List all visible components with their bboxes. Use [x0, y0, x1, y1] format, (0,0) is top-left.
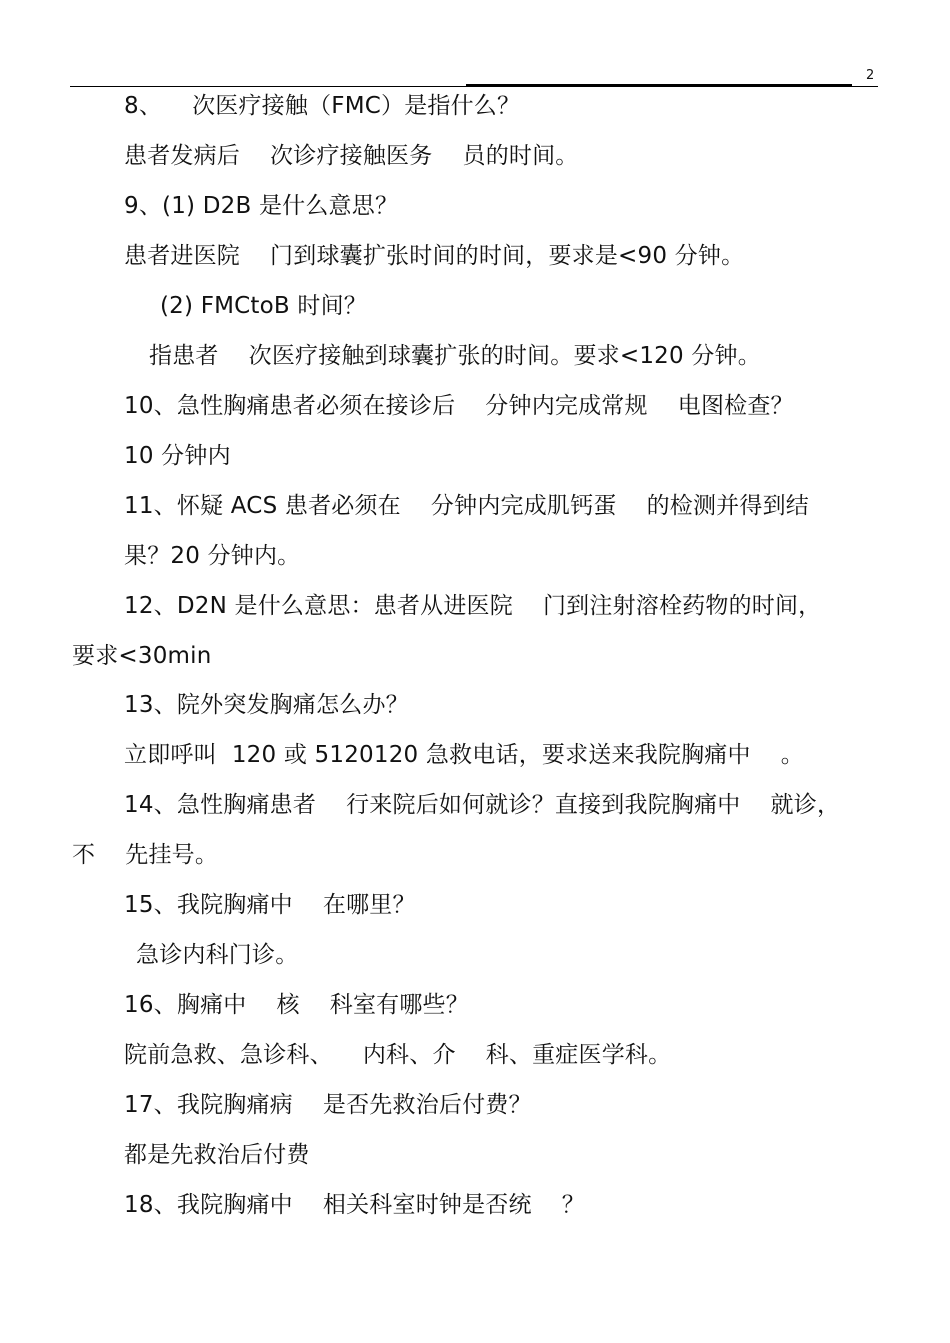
question-12-continued: 要求<30min — [72, 643, 212, 669]
question-15: 15、我院胸痛中 在哪里？ — [124, 892, 416, 918]
answer-15: 急诊内科门诊。 — [136, 942, 299, 968]
question-9-2: (2) FMCtoB 时间？ — [160, 293, 368, 319]
answer-9-2: 指患者 次医疗接触到球囊扩张的时间。要求<120 分钟。 — [149, 343, 761, 369]
answer-17: 都是先救治后付费 — [124, 1142, 310, 1168]
answer-10: 10 分钟内 — [124, 443, 231, 469]
question-13: 13、院外突发胸痛怎么办？ — [124, 692, 409, 718]
page-number: 2 — [866, 68, 875, 83]
question-17: 17、我院胸痛病 是否先救治后付费？ — [124, 1092, 532, 1118]
question-14: 14、急性胸痛患者 行来院后如何就诊？直接到我院胸痛中 就诊， — [124, 792, 841, 818]
question-16: 16、胸痛中 核 科室有哪些？ — [124, 992, 469, 1018]
question-9-1: 9、(1) D2B 是什么意思？ — [124, 193, 399, 219]
question-18: 18、我院胸痛中 相关科室时钟是否统 ？ — [124, 1192, 585, 1218]
answer-16: 院前急救、急诊科、 内科、介 科、重症医学科。 — [124, 1042, 672, 1068]
question-8: 8、 次医疗接触（FMC）是指什么？ — [124, 93, 521, 119]
answer-8: 患者发病后 次诊疗接触医务 员的时间。 — [124, 143, 579, 169]
answer-13: 立即呼叫 120 或 5120120 急救电话，要求送来我院胸痛中 。 — [124, 742, 804, 768]
question-10: 10、急性胸痛患者必须在接诊后 分钟内完成常规 电图检查？ — [124, 393, 794, 419]
question-11: 11、怀疑 ACS 患者必须在 分钟内完成肌钙蛋 的检测并得到结 — [124, 493, 809, 519]
header-rule-bold — [466, 84, 852, 86]
header-rule — [70, 86, 878, 87]
answer-9-1: 患者进医院 门到球囊扩张时间的时间，要求是<90 分钟。 — [124, 243, 745, 269]
question-12: 12、D2N 是什么意思：患者从进医院 门到注射溶栓药物的时间， — [124, 593, 822, 619]
question-14-continued: 不 先挂号。 — [72, 842, 219, 868]
question-11-continued: 果？20 分钟内。 — [124, 543, 301, 569]
